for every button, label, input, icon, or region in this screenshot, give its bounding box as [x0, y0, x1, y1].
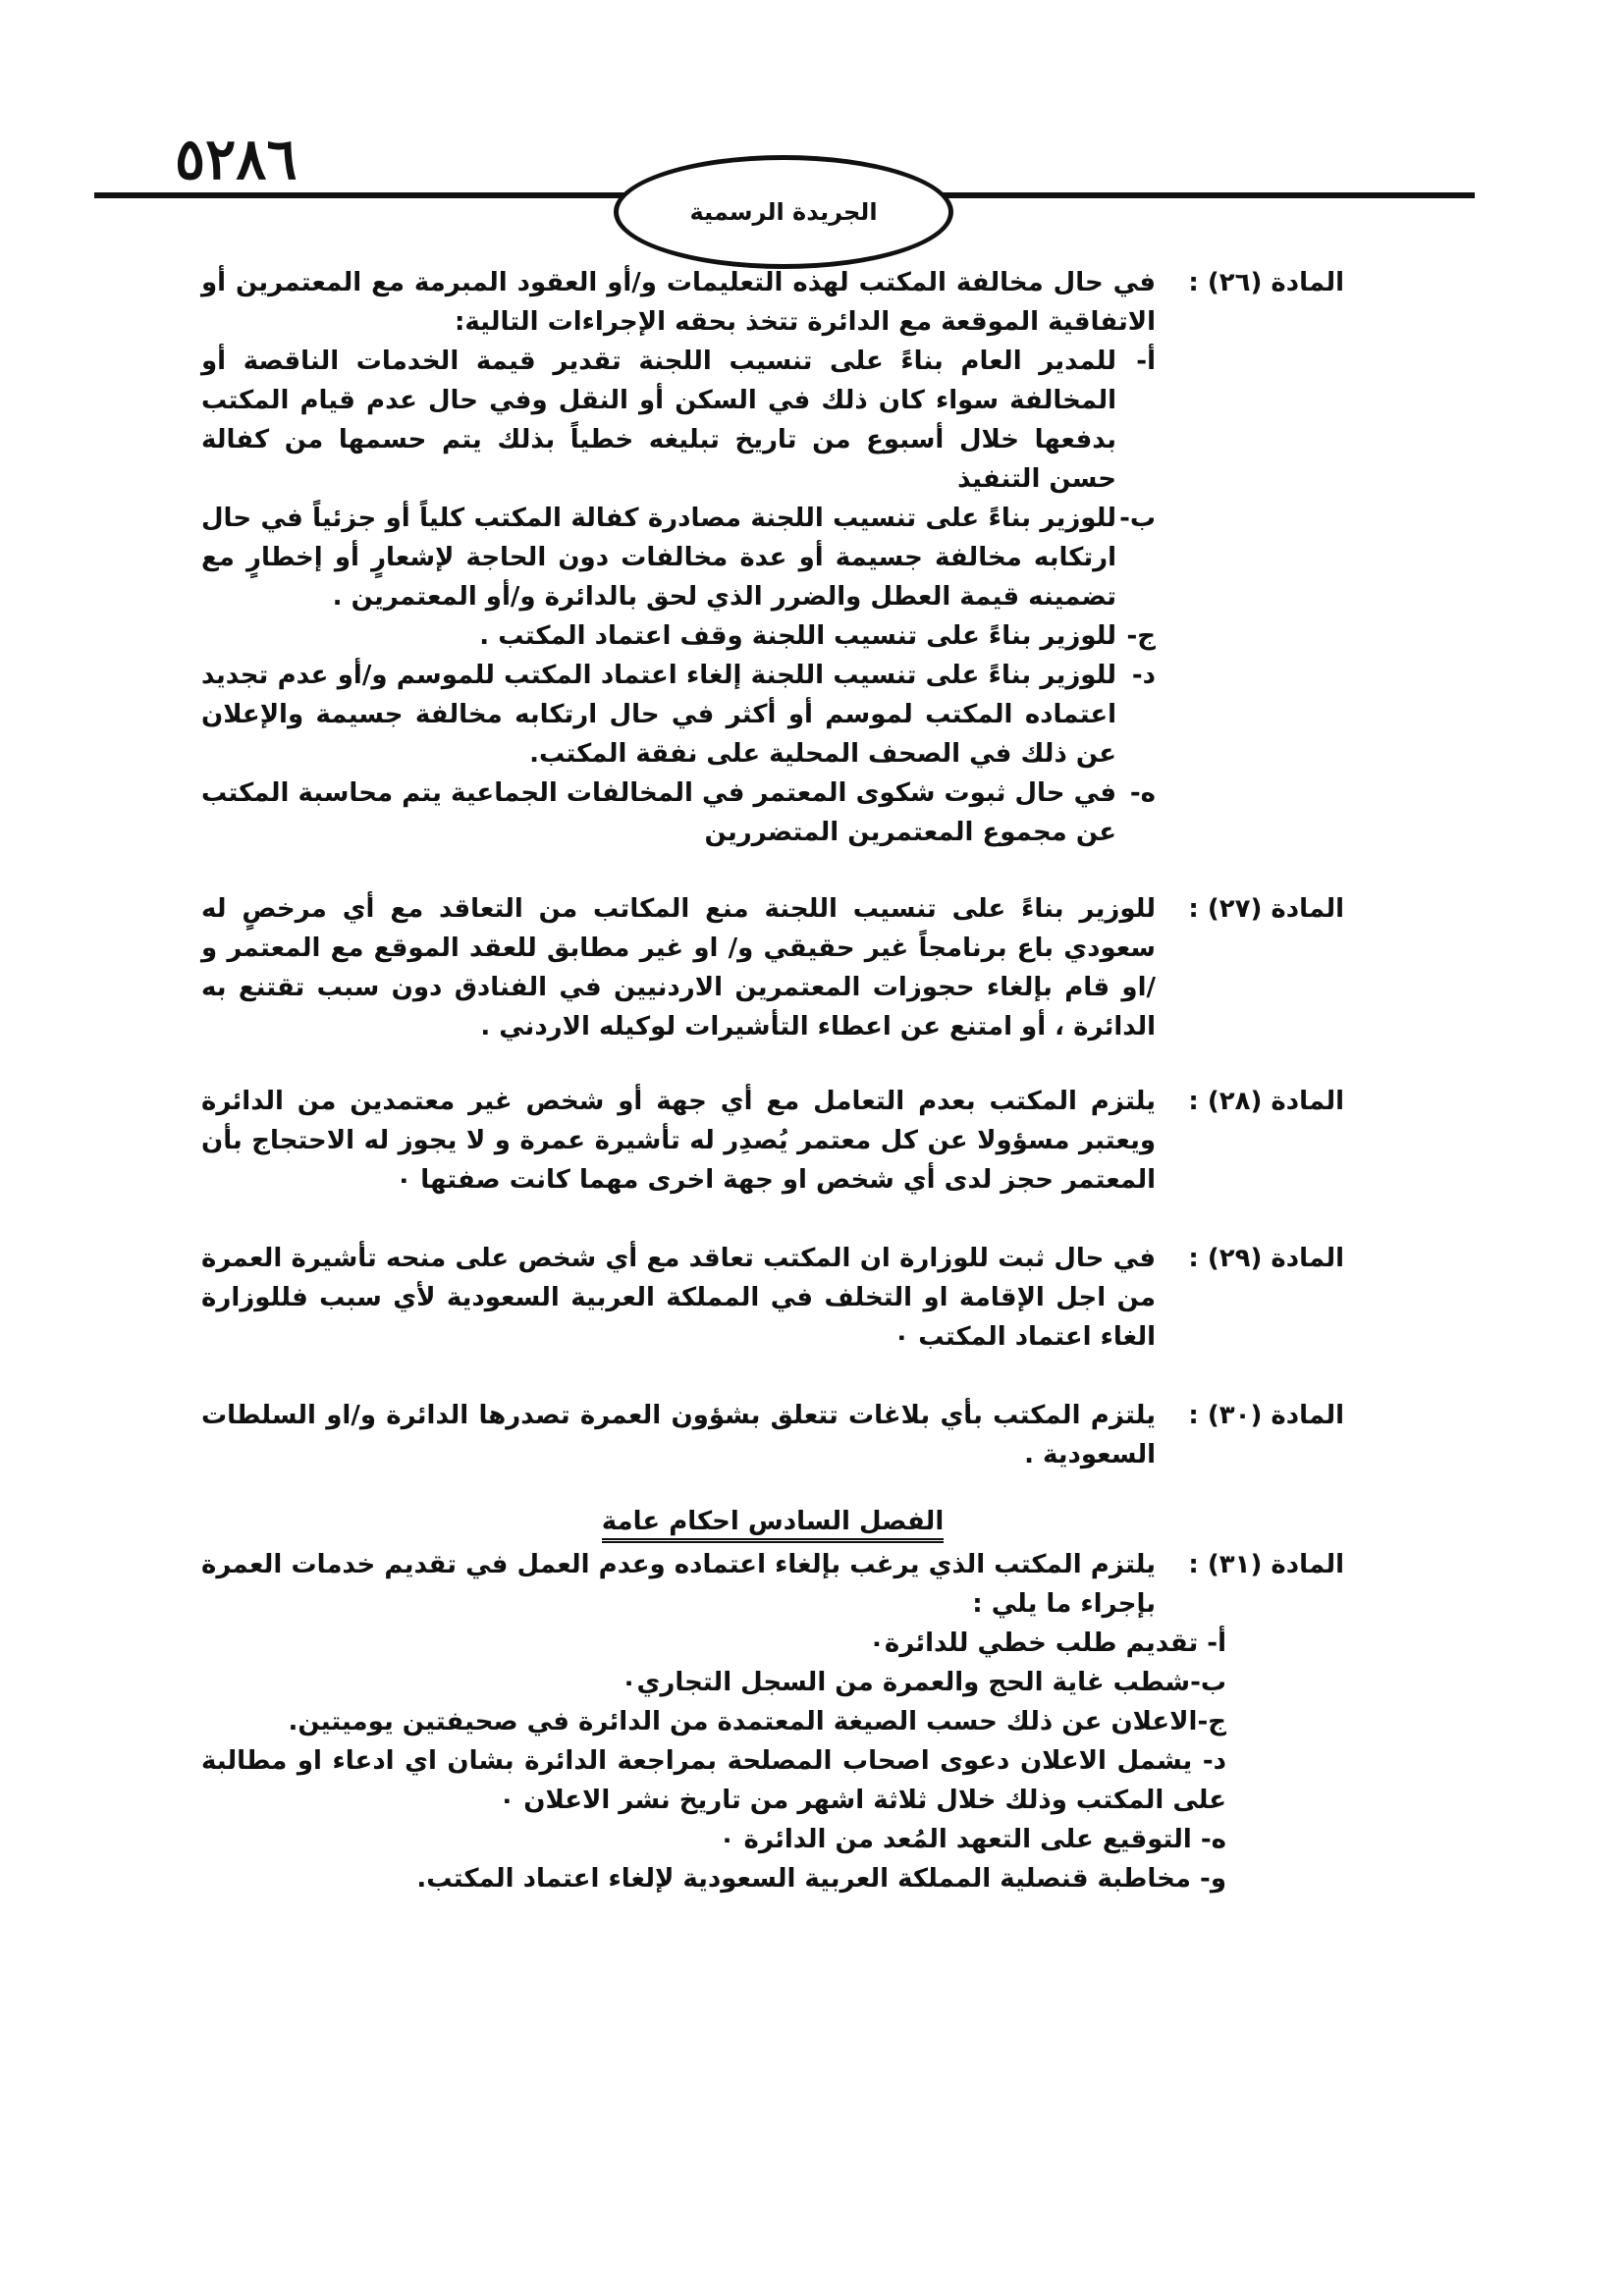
item-marker: أ-	[1136, 347, 1156, 376]
article-label: المادة (٢٧) :	[1188, 894, 1344, 924]
article-body	[201, 1396, 1156, 1474]
document-body	[201, 263, 1344, 1898]
item-marker: ه-	[1129, 778, 1156, 808]
article-31	[201, 1545, 1344, 1624]
list-item: و- مخاطبة قنصلية المملكة العربية السعودية لإلغاء اعتماد المكتب.	[416, 1864, 1226, 1894]
item-marker: ج-	[1126, 621, 1156, 651]
item-text: للوزير بناءً على تنسيب اللجنة وقف اعتماد المكتب .	[479, 621, 1116, 651]
article-label: المادة (٣١) :	[1188, 1550, 1344, 1579]
list-item: ج-الاعلان عن ذلك حسب الصيغة المعتمدة من الدائرة في صحيفتين يوميتين.	[288, 1707, 1226, 1736]
list-item: ب-شطب غاية الحج والعمرة من السجل التجاري٠	[621, 1668, 1226, 1697]
article-label: المادة (٢٦) :	[1188, 268, 1344, 297]
list-item	[201, 616, 1156, 656]
article-body	[201, 1082, 1156, 1200]
section-heading	[201, 1502, 1344, 1541]
list-item: ه- التوقيع على التعهد المُعد من الدائرة ٠	[719, 1825, 1226, 1854]
article-28	[201, 1082, 1344, 1200]
list-item	[201, 342, 1156, 499]
list-item	[201, 499, 1156, 616]
section-heading-text: الفصل السادس احكام عامة	[602, 1507, 944, 1543]
list-item	[201, 656, 1156, 774]
article-body	[201, 1545, 1156, 1624]
list-item: أ- تقديم طلب خطي للدائرة٠	[868, 1629, 1226, 1658]
item-text: في حال ثبوت شكوى المعتمر في المخالفات الجماعية يتم محاسبة المكتب عن مجموع المعتمرين المتضررين	[201, 778, 1116, 847]
article-intro: يلتزم المكتب الذي يرغب بإلغاء اعتماده وعدم العمل في تقديم خدمات العمرة بإجراء ما يلي :	[201, 1550, 1156, 1619]
article-intro: في حال مخالفة المكتب لهذه التعليمات و/أو العقود المبرمة مع المعتمرين أو الاتفاقية الموقعة مع الدائرة تتخذ بحقه الإجراءات التالية:	[201, 268, 1156, 337]
article-text: يلتزم المكتب بعدم التعامل مع أي جهة أو شخص غير معتمدين من الدائرة ويعتبر مسؤولا عن كل معتمر يُصدِر له تأشيرة عمرة و لا يجوز له الاحتجاج بأن المعتمر حجز لدى أي شخص او جهة اخرى مهما كانت صفتها ٠	[201, 1087, 1156, 1195]
article-label: المادة (٣٠) :	[1188, 1401, 1344, 1430]
article-26	[201, 263, 1344, 852]
gazette-title-oval	[614, 155, 953, 269]
item-text: للوزير بناءً على تنسيب اللجنة إلغاء اعتماد المكتب للموسم و/أو عدم تجديد اعتماده المكتب لموسم أو أكثر في حال ارتكابه مخالفة جسيمة والإعلان عن ذلك في الصحف المحلية على نفقة المكتب.	[201, 661, 1116, 769]
gazette-title: الجريدة الرسمية	[689, 198, 878, 226]
article-body	[201, 889, 1156, 1046]
article-text: يلتزم المكتب بأي بلاغات تتعلق بشؤون العمرة تصدرها الدائرة و/او السلطات السعودية .	[201, 1401, 1156, 1469]
article-27	[201, 889, 1344, 1046]
list-item: د- يشمل الاعلان دعوى اصحاب المصلحة بمراجعة الدائرة بشان اي ادعاء او مطالبة على المكتب وذلك خلال ثلاثة اشهر من تاريخ نشر الاعلان ٠	[201, 1746, 1226, 1815]
article-body	[201, 263, 1156, 852]
article-text: للوزير بناءً على تنسيب اللجنة منع المكاتب من التعاقد مع أي مرخصٍ له سعودي باع برنامجاً غير حقيقي و/ او غير مطابق للعقد الموقع مع المعتمر و /او قام بإلغاء حجوزات المعتمرين الاردنيين في الفنادق دون سبب تقتنع به الدائرة ، أو امتنع عن اعطاء التأشيرات لوكيله الاردني .	[201, 894, 1156, 1041]
article-body	[201, 1239, 1156, 1357]
article-label: المادة (٢٨) :	[1188, 1087, 1344, 1116]
item-marker: ب-	[1119, 504, 1156, 533]
item-text: للوزير بناءً على تنسيب اللجنة مصادرة كفالة المكتب كلياً أو جزئياً في حال ارتكابه مخالفة جسيمة أو عدة مخالفات دون الحاجة لإشعارٍ أو إخطارٍ مع تضمينه قيمة العطل والضرر الذي لحق بالدائرة و/أو المعتمرين .	[201, 504, 1116, 612]
article-30	[201, 1396, 1344, 1474]
article-31-items	[201, 1624, 1226, 1898]
article-26-items	[201, 342, 1156, 852]
article-29	[201, 1239, 1344, 1357]
article-label: المادة (٢٩) :	[1188, 1244, 1344, 1273]
item-marker: د-	[1131, 661, 1156, 690]
article-text: في حال ثبت للوزارة ان المكتب تعاقد مع أي شخص على منحه تأشيرة العمرة من اجل الإقامة او التخلف في المملكة العربية السعودية لأي سبب فللوزارة الغاء اعتماد المكتب ٠	[201, 1244, 1156, 1352]
item-text: للمدير العام بناءً على تنسيب اللجنة تقدير قيمة الخدمات الناقصة أو المخالفة سواء كان ذلك في السكن أو النقل وفي حال عدم قيام المكتب بدفعها خلال أسبوع من تاريخ تبليغه خطياً بذلك يتم حسمها من كفالة حسن التنفيذ	[201, 347, 1116, 494]
list-item	[201, 774, 1156, 852]
page-number: ٥٢٨٦	[175, 126, 298, 192]
